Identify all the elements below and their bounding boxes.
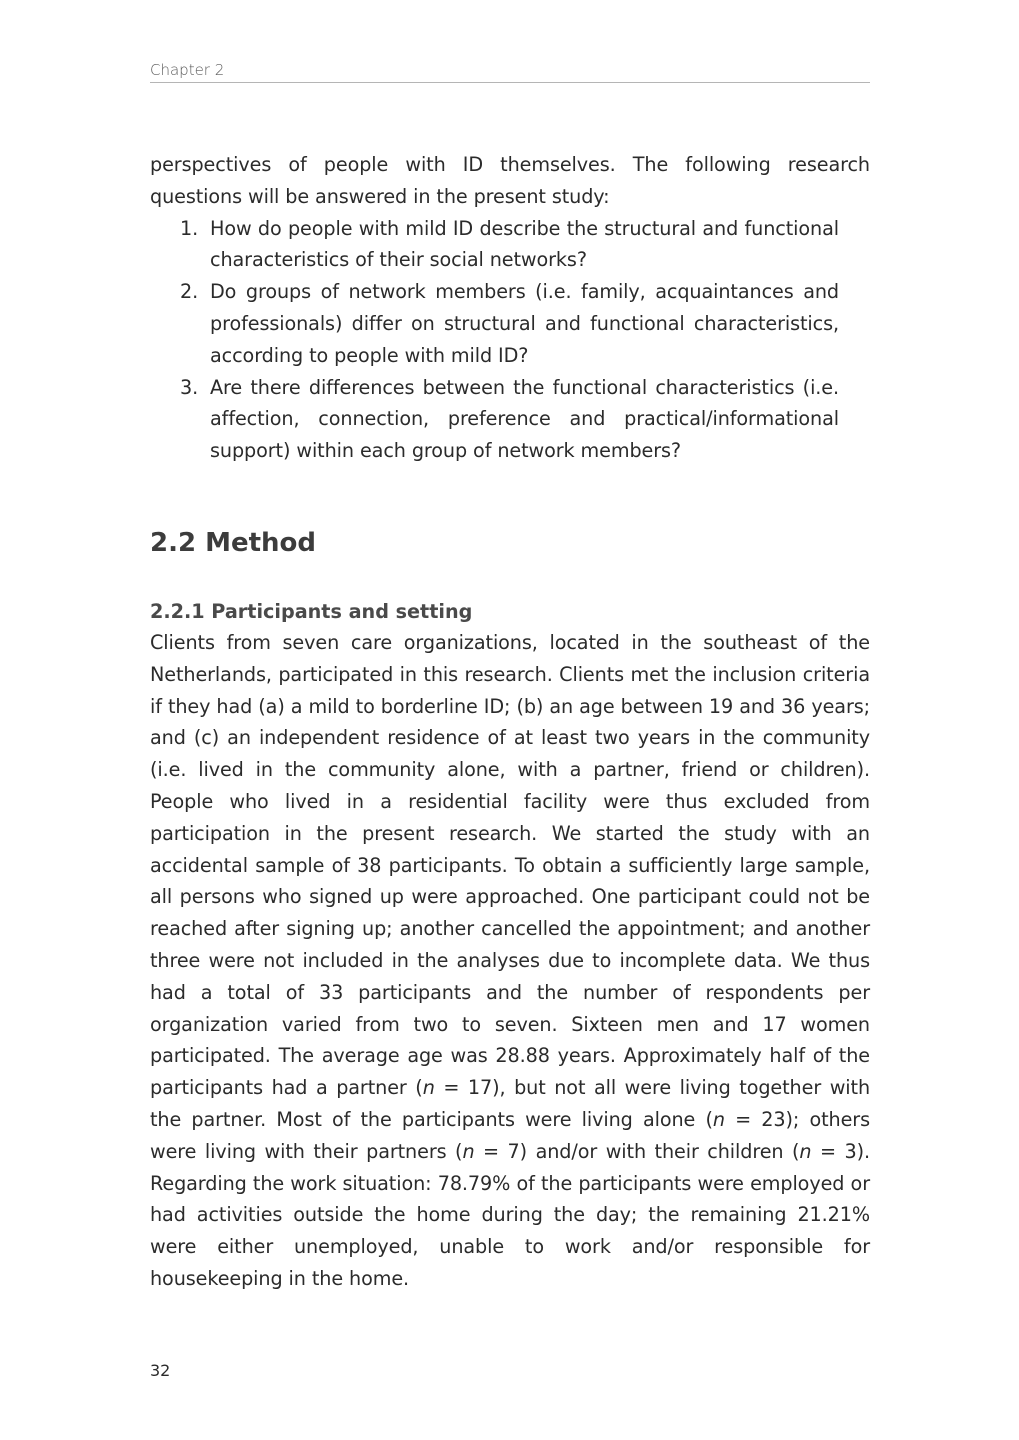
body-text: = 3). Regarding the work situation: 78.79% of the participants were employed or had activities outside the home during the day; the remaining 21.21% were either unemployed, unable to work and/or responsible for housekeeping in the home. — [150, 1139, 870, 1290]
page-content — [150, 149, 870, 1295]
list-item-text: Are there differences between the functional characteristics (i.e. affection, connection, preference and practical/informational support) within each group of network members? — [210, 375, 839, 463]
list-item-number: 3. — [180, 375, 199, 399]
research-questions-list — [150, 213, 870, 467]
body-text: = 23); others were living with their partners ( — [150, 1107, 870, 1163]
italic-n: n — [712, 1107, 725, 1131]
page-number: 32 — [150, 1361, 171, 1380]
participants-paragraph — [150, 627, 870, 1295]
section-heading: 2.2 Method — [150, 527, 317, 558]
body-text: = 17), but not all were living together with the partner. Most of the participants were living alone ( — [150, 1076, 871, 1131]
italic-n: n — [422, 1076, 435, 1100]
list-item — [150, 276, 870, 371]
list-item-text: Do groups of network members (i.e. family, acquaintances and professionals) differ on structural and functional characteristics, according to people with mild ID? — [210, 280, 839, 367]
list-item — [150, 213, 870, 277]
list-item-number: 1. — [180, 216, 199, 240]
body-text: = 7) and/or with their children ( — [474, 1139, 800, 1163]
running-header-title: Chapter 2 — [150, 61, 225, 79]
italic-n: n — [462, 1139, 475, 1163]
list-item — [150, 372, 870, 467]
body-text: Clients from seven care organizations, located in the southeast of the Netherlands, participated in this research. Clients met the inclusion criteria if they had (a) a mild to borderline ID; (b) an age between 19 and 36 years; and (c) an independent residence of at least two years in the community (i.e. lived in the community alone, with a partner, friend or children). People who lived in a residential facility were thus excluded from participation in the present research. We started the study with an accidental sample of 38 participants. To obtain a sufficiently large sample, all persons who signed up were approached. One participant could not be reached after signing up; another cancelled the appointment; and another three were not included in the analyses due to incomplete data. We thus had a total of 33 participants and the number of respondents per organization varied from two to seven. Sixteen men and 17 women participated. The average age was 28.88 years. Approximately half of the participants had a partner ( — [150, 630, 870, 1100]
italic-n: n — [799, 1139, 812, 1163]
intro-paragraph: perspectives of people with ID themselves. The following research questions will be answered in the present study: — [150, 153, 870, 208]
list-item-number: 2. — [180, 280, 199, 304]
running-header — [150, 60, 870, 83]
list-item-text: How do people with mild ID describe the structural and functional characteristics of their social networks? — [210, 216, 839, 272]
subsection-heading: 2.2.1 Participants and setting — [150, 599, 473, 623]
